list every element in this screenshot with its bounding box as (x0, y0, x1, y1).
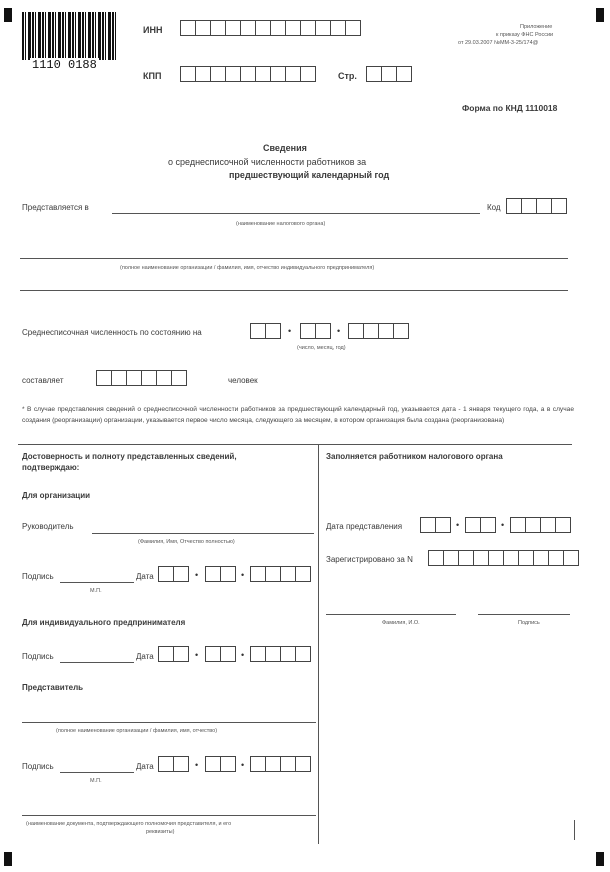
tax-officer-title: Заполняется работником налогового органа (326, 452, 503, 461)
sign-date-dot-1a: • (195, 570, 199, 580)
submission-dot-1: • (456, 520, 460, 530)
headcount-day-cells[interactable] (250, 323, 280, 339)
section-divider-vertical (318, 444, 319, 844)
headcount-label: Среднесписочная численность по состоянию на (22, 328, 202, 337)
barcode-image (22, 12, 118, 60)
page-cells[interactable] (366, 66, 411, 82)
sign-date-month-2[interactable] (205, 646, 235, 662)
headcount-year-cells[interactable] (348, 323, 408, 339)
amounts-label: составляет (22, 376, 64, 385)
submission-year-cells[interactable] (510, 517, 570, 533)
sign-date-year-2[interactable] (250, 646, 310, 662)
sign-label-1: Подпись (22, 572, 54, 581)
corner-marker-bottom-right (596, 852, 604, 866)
barcode-number: 1110 0188 (32, 58, 97, 72)
kpp-label: КПП (143, 71, 162, 81)
submission-month-cells[interactable] (465, 517, 495, 533)
title-line-1: Сведения (263, 143, 307, 153)
authority-code-cells[interactable] (506, 198, 566, 214)
date-label-2: Дата (136, 652, 154, 661)
date-label-1: Дата (136, 572, 154, 581)
submission-day-cells[interactable] (420, 517, 450, 533)
sign-line-2[interactable] (60, 662, 134, 663)
inn-label: ИНН (143, 25, 163, 35)
headcount-value-cells[interactable] (96, 370, 186, 386)
officer-fio-caption: Фамилия, И.О. (382, 620, 420, 626)
document-line[interactable] (22, 815, 316, 816)
registered-label: Зарегистрировано за N (326, 555, 413, 564)
headcount-month-cells[interactable] (300, 323, 330, 339)
sign-date-day-3[interactable] (158, 756, 188, 772)
persons-label: человек (228, 376, 258, 385)
mp-label-3: М.П. (90, 778, 102, 784)
head-label: Руководитель (22, 522, 74, 531)
authority-line[interactable] (112, 213, 480, 214)
for-ip-label: Для индивидуального предпринимателя (22, 618, 186, 627)
footnote: * В случае представления сведений о среднесписочной численности работников за предшествующий календарный год, указывается дата - 1 января текущего года, а в случае создания (реорганизации) организации, указывается первое число месяца, следующего за месяцем, в котором организация была создана (реорганизована) (22, 406, 574, 424)
org-caption: (полное наименование организации / фамилия, имя, отчество индивидуального предпринимателя) (120, 265, 375, 271)
date-caption: (число, месяц, год) (297, 345, 346, 351)
inn-cells[interactable] (180, 20, 360, 36)
officer-sign-line[interactable] (478, 614, 570, 615)
submitted-label: Представляется в (22, 203, 89, 212)
document-caption-1: (наименование документа, подтверждающего полномочия представителя, и его (26, 821, 232, 827)
submission-dot-2: • (501, 520, 505, 530)
right-edge-mark (574, 820, 575, 840)
page-label: Стр. (338, 71, 357, 81)
mp-label-1: М.П. (90, 588, 102, 594)
sign-date-year-1[interactable] (250, 566, 310, 582)
officer-name-line[interactable] (326, 614, 456, 615)
representative-line[interactable] (22, 722, 316, 723)
sign-date-month-1[interactable] (205, 566, 235, 582)
document-caption-2: реквизиты) (146, 829, 175, 835)
sign-date-month-3[interactable] (205, 756, 235, 772)
section-divider-top (18, 444, 572, 445)
appendix-line-3: от 29.03.2007 №ММ-3-25/174@ (458, 40, 539, 46)
appendix-line-1: Приложение (520, 24, 553, 30)
sign-date-dot-1b: • (241, 570, 245, 580)
sign-date-dot-2a: • (195, 650, 199, 660)
appendix-line-2: к приказу ФНС России (496, 32, 554, 38)
for-org-label: Для организации (22, 491, 91, 500)
authority-caption: (наименование налогового органа) (236, 221, 326, 227)
date-label-3: Дата (136, 762, 154, 771)
sign-line-1[interactable] (60, 582, 134, 583)
sign-date-day-1[interactable] (158, 566, 188, 582)
sign-date-year-3[interactable] (250, 756, 310, 772)
corner-marker-bottom-left (4, 852, 12, 866)
corner-marker-top-left (4, 8, 12, 22)
org-name-line-2[interactable] (20, 290, 568, 291)
registration-number-cells[interactable] (428, 550, 578, 566)
confirm-title-1: Достоверность и полноту представленных сведений, (22, 452, 237, 461)
kpp-cells[interactable] (180, 66, 315, 82)
confirm-title-2: подтверждаю: (22, 463, 80, 472)
head-name-line[interactable] (92, 533, 314, 534)
date-dot-1: • (288, 326, 292, 336)
form-code: Форма по КНД 1110018 (462, 103, 558, 113)
sign-date-dot-3a: • (195, 760, 199, 770)
sign-label-2: Подпись (22, 652, 54, 661)
representative-label: Представитель (22, 683, 84, 692)
sign-date-day-2[interactable] (158, 646, 188, 662)
corner-marker-top-right (596, 8, 604, 22)
title-line-2: о среднесписочной численности работников за (168, 157, 367, 167)
org-name-line[interactable] (20, 258, 568, 259)
representative-caption: (полное наименование организации / фамилия, имя, отчество) (56, 728, 218, 734)
officer-sign-caption: Подпись (518, 620, 540, 626)
head-fio-caption: (Фамилия, Имя, Отчество полностью) (138, 539, 235, 545)
date-dot-2: • (337, 326, 341, 336)
title-line-3: предшествующий календарный год (229, 170, 390, 180)
sign-date-dot-2b: • (241, 650, 245, 660)
code-label: Код (487, 203, 501, 212)
submission-date-label: Дата представления (326, 522, 403, 531)
sign-date-dot-3b: • (241, 760, 245, 770)
sign-label-3: Подпись (22, 762, 54, 771)
sign-line-3[interactable] (60, 772, 134, 773)
